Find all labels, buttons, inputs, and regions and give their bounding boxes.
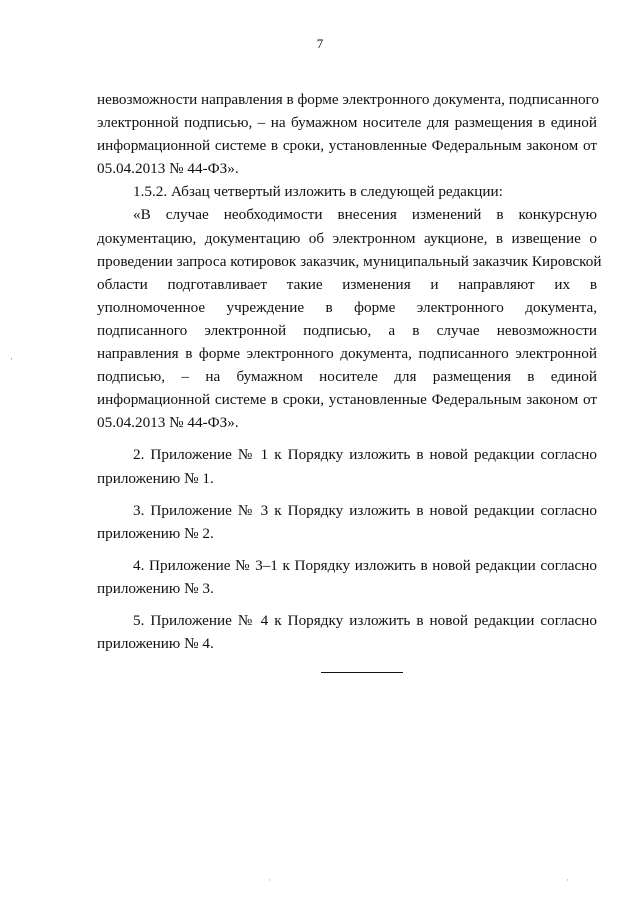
document-body <box>97 88 602 655</box>
paragraph <box>97 443 597 489</box>
text-line: информационной системе в сроки, установленные Федеральным законом от <box>97 137 597 155</box>
text-line: приложению № 4. <box>97 635 214 653</box>
text-line: направления в форме электронного документа, подписанного электронной <box>97 345 597 363</box>
text-line: подписью, – на бумажном носителе для размещения в единой <box>97 368 597 386</box>
text-line: электронной подписью, – на бумажном носителе для размещения в единой <box>97 114 597 132</box>
paragraph-gap <box>97 490 597 499</box>
text-line: 2. Приложение № 1 к Порядку изложить в новой редакции согласно <box>133 446 597 464</box>
text-line: 3. Приложение № 3 к Порядку изложить в новой редакции согласно <box>133 501 597 519</box>
text-line: области подготавливает такие изменения и направляют их в <box>97 275 597 293</box>
scan-speck: · <box>268 875 271 885</box>
end-of-text-rule <box>321 672 403 673</box>
paragraph <box>97 203 602 434</box>
text-line: проведении запроса котировок заказчик, муниципальный заказчик Кировской <box>97 252 602 270</box>
text-line: информационной системе в сроки, установленные Федеральным законом от <box>97 391 597 409</box>
scan-speck: · <box>566 875 569 885</box>
scan-speck: ‚ <box>10 351 13 361</box>
text-line: приложению № 1. <box>97 469 214 487</box>
text-line: 1.5.2. Абзац четвертый изложить в следующей редакции: <box>133 183 503 201</box>
text-line: 5. Приложение № 4 к Порядку изложить в новой редакции согласно <box>133 611 597 629</box>
text-line: «В случае необходимости внесения изменений в конкурсную <box>133 206 597 224</box>
text-line: приложению № 3. <box>97 579 214 597</box>
paragraph-gap <box>97 434 597 443</box>
text-line: подписанного электронной подписью, а в случае невозможности <box>97 321 597 339</box>
text-line: 05.04.2013 № 44-ФЗ». <box>97 414 239 432</box>
paragraph-gap <box>97 600 597 609</box>
paragraph <box>97 499 597 545</box>
text-line: 4. Приложение № 3–1 к Порядку изложить в новой редакции согласно <box>133 556 597 574</box>
paragraph-gap <box>97 545 597 554</box>
text-line: невозможности направления в форме электронного документа, подписанного <box>97 91 599 108</box>
paragraph <box>97 180 597 203</box>
text-line: 05.04.2013 № 44-ФЗ». <box>97 160 239 178</box>
text-line: уполномоченное учреждение в форме электронного документа, <box>97 298 597 316</box>
page-number: 7 <box>316 36 324 51</box>
paragraph <box>97 88 597 180</box>
text-line: документацию, документацию об электронном аукционе, в извещение о <box>97 229 597 247</box>
text-line: приложению № 2. <box>97 524 214 542</box>
paragraph <box>97 554 597 600</box>
paragraph <box>97 609 597 655</box>
